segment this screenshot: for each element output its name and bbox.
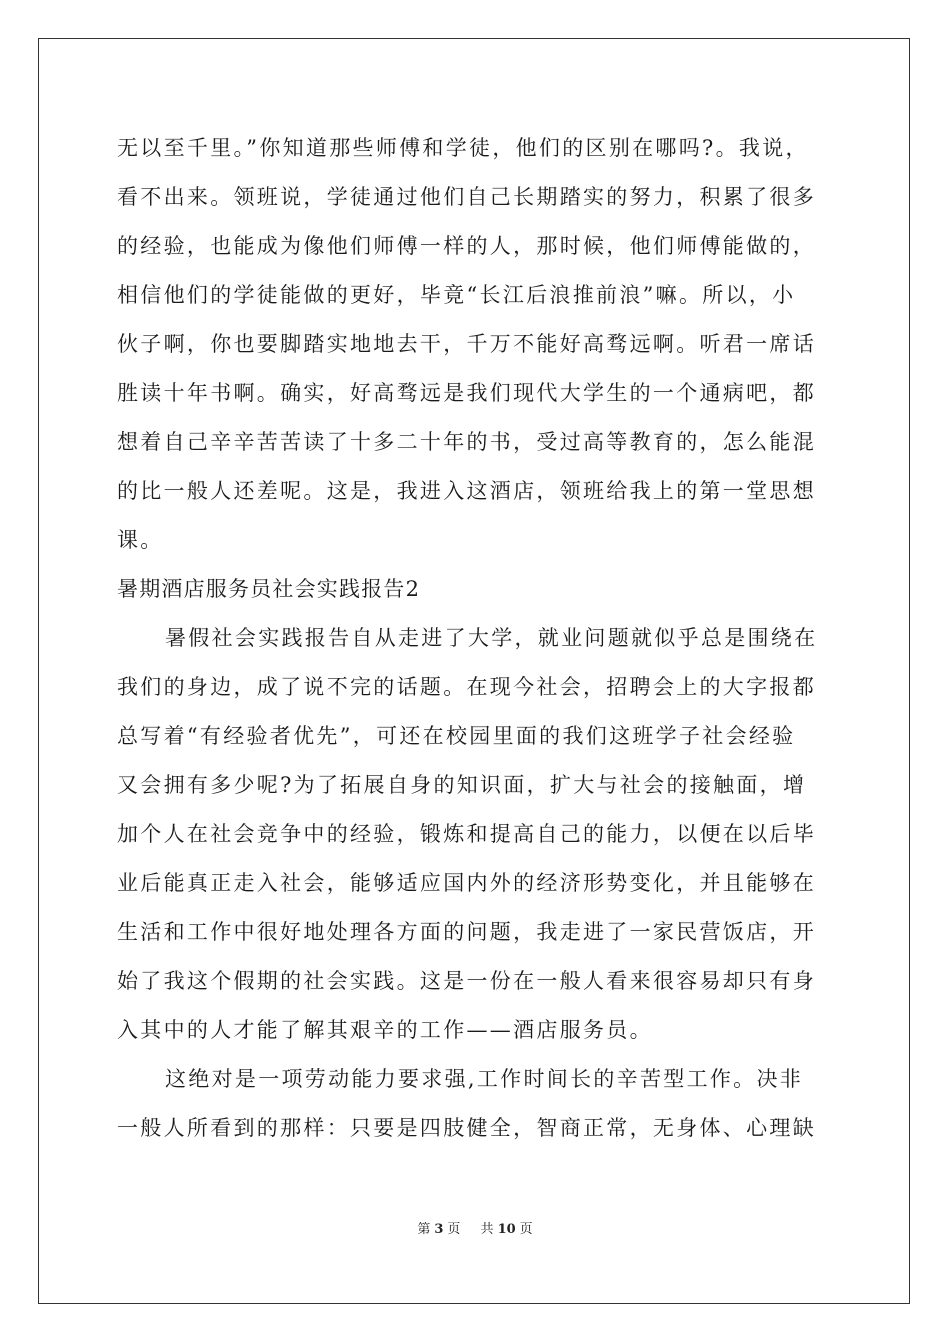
text-line: 又会拥有多少呢?为了拓展自身的知识面，扩大与社会的接触面，增 [117,773,807,797]
page-number: 3 [434,1222,444,1237]
total-number: 10 [497,1222,516,1237]
text-line: 的经验，也能成为像他们师傅一样的人，那时候，他们师傅能做的， [117,234,816,258]
total-suffix: 页 [519,1222,533,1237]
paragraph-first-line: 暑假社会实践报告自从走进了大学，就业问题就似乎总是围绕在 [165,626,818,650]
page-indicator [413,1222,464,1237]
text-line: 看不出来。领班说，学徒通过他们自己长期踏实的努力，积累了很多 [117,185,816,209]
text-line: 伙子啊，你也要脚踏实地地去干，千万不能好高骛远啊。听君一席话 [117,332,816,356]
text-line: 入其中的人才能了解其艰辛的工作——酒店服务员。 [117,1018,653,1042]
total-prefix: 共 [480,1222,494,1237]
page-prefix: 第 [417,1222,431,1237]
text-line: 总写着“有经验者优先”，可还在校园里面的我们这班学子社会经验 [117,724,796,748]
text-line: 生活和工作中很好地处理各方面的问题，我走进了一家民营饭店，开 [117,920,816,944]
page-footer [0,1218,950,1237]
text-line: 课。 [117,528,164,552]
text-line: 始了我这个假期的社会实践。这是一份在一般人看来很容易却只有身 [117,969,816,993]
text-line: 想着自己辛辛苦苦读了十多二十年的书，受过高等教育的，怎么能混 [117,430,816,454]
text-line: 的比一般人还差呢。这是，我进入这酒店，领班给我上的第一堂思想 [117,479,816,503]
total-indicator [477,1222,537,1237]
page-suffix: 页 [447,1222,461,1237]
text-line: 相信他们的学徒能做的更好，毕竟“长江后浪推前浪”嘛。所以，小 [117,283,796,307]
document-body [117,124,833,1153]
paragraph-first-line: 这绝对是一项劳动能力要求强,工作时间长的辛苦型工作。决非 [165,1067,804,1091]
text-line: 我们的身边，成了说不完的话题。在现今社会，招聘会上的大字报都 [117,675,816,699]
text-line: 加个人在社会竞争中的经验，锻炼和提高自己的能力，以便在以后毕 [117,822,816,846]
section-title: 暑期酒店服务员社会实践报告2 [117,577,421,601]
text-line: 业后能真正走入社会，能够适应国内外的经济形势变化，并且能够在 [117,871,816,895]
text-line: 胜读十年书啊。确实，好高骛远是我们现代大学生的一个通病吧，都 [117,381,816,405]
text-line: 一般人所看到的那样：只要是四肢健全，智商正常，无身体、心理缺 [117,1116,816,1140]
text-line: 无以至千里。”你知道那些师傅和学徒，他们的区别在哪吗?。我说， [117,136,809,160]
